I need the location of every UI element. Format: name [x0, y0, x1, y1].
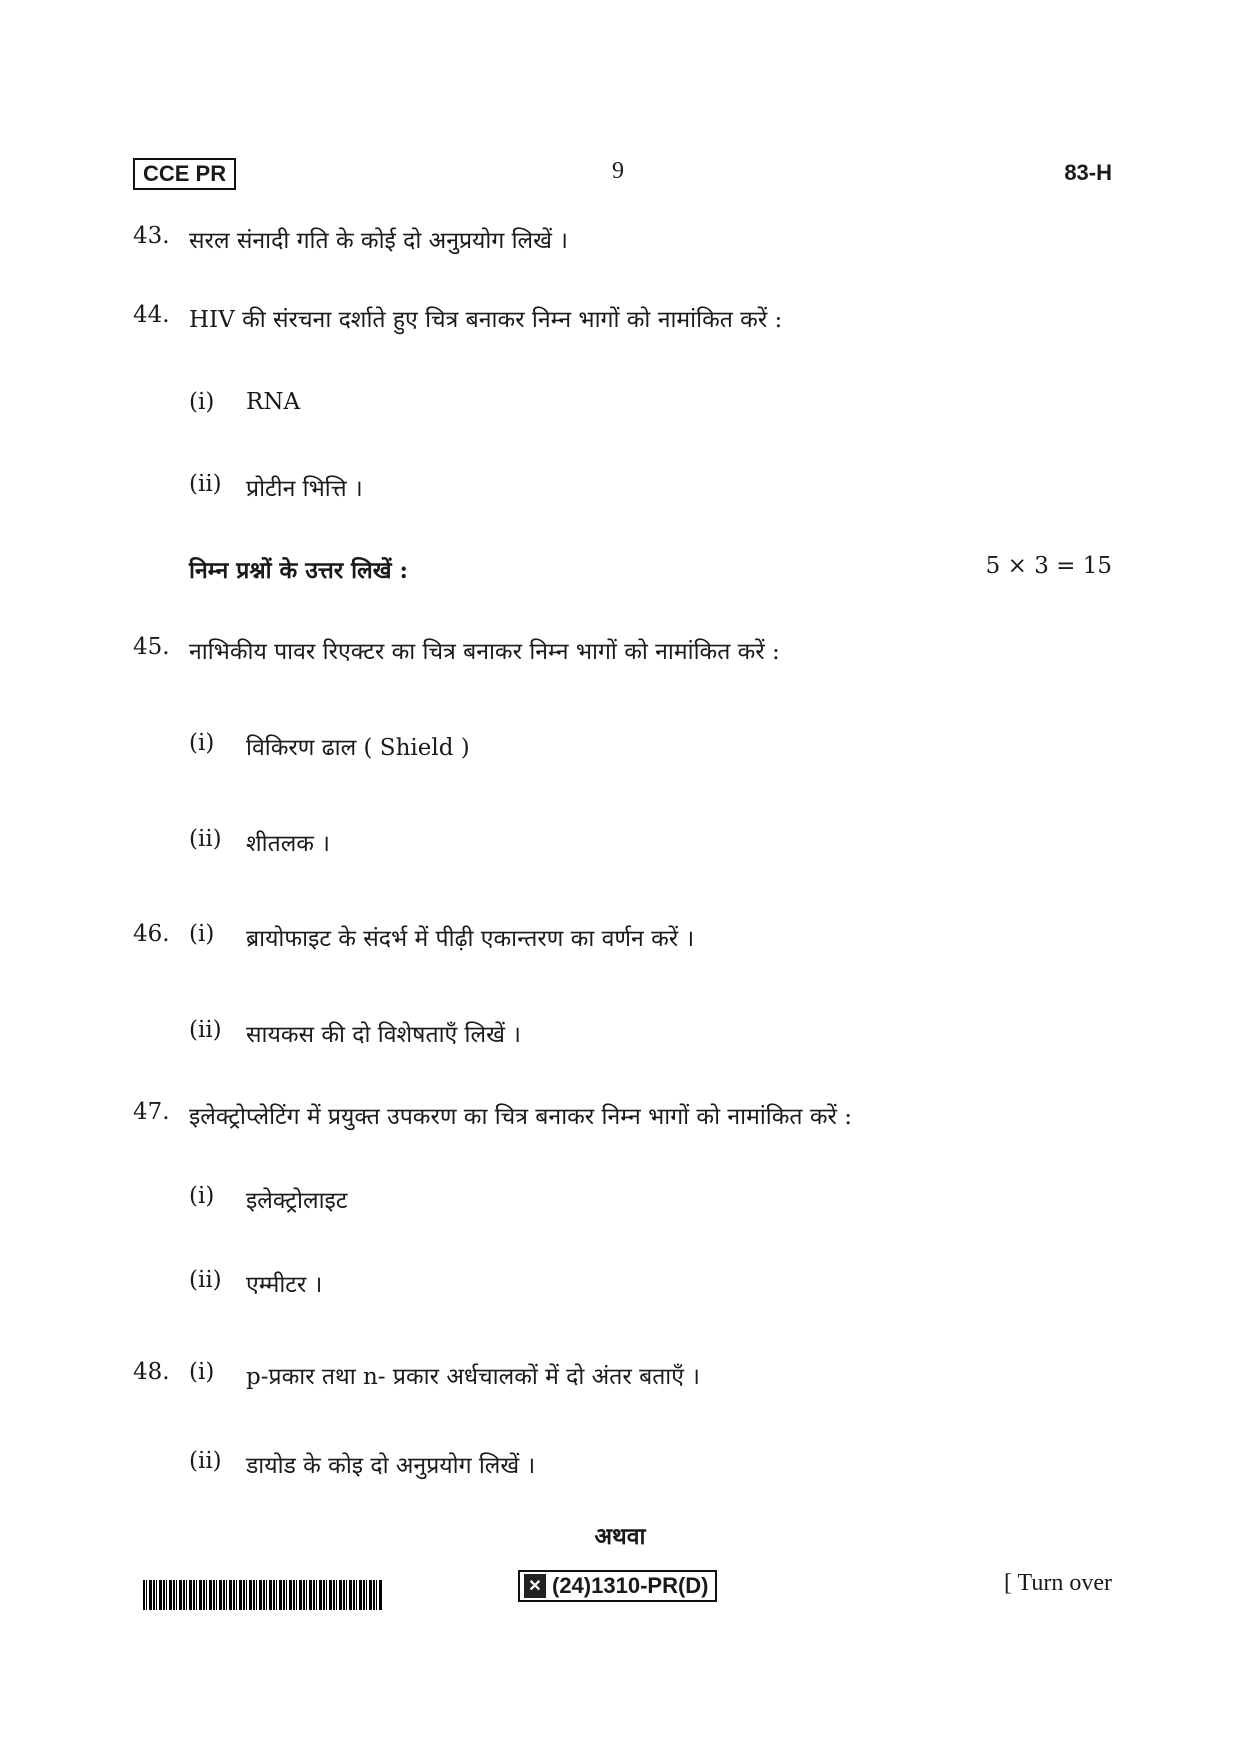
series-box: CCE PR — [133, 158, 236, 190]
or-label: अथवा — [594, 1523, 646, 1550]
turn-over-label: [ Turn over — [1003, 1570, 1112, 1596]
question-text: इलेक्ट्रोप्लेटिंग में प्रयुक्त उपकरण का चित्र बनाकर निम्न भागों को नामांकित करें : — [189, 1104, 852, 1130]
footer-code-box — [518, 1570, 717, 1602]
part-label: (ii) — [189, 1267, 222, 1293]
part-text: शीतलक । — [246, 831, 330, 857]
part-text: सायकस की दो विशेषताएँ लिखें । — [246, 1022, 521, 1048]
part-text: इलेक्ट्रोलाइट — [246, 1188, 348, 1214]
part-label: (i) — [189, 921, 215, 947]
part-label: (i) — [189, 1183, 215, 1209]
part-text: ब्रायोफाइट के संदर्भ में पीढ़ी एकान्तरण का वर्णन करें । — [246, 926, 695, 952]
part-text: RNA — [246, 389, 301, 415]
part-text: एम्मीटर । — [246, 1272, 323, 1298]
question-number: 46. — [133, 921, 170, 947]
part-label: (ii) — [189, 826, 222, 852]
part-label: (ii) — [189, 1017, 222, 1043]
section-marks: 5 × 3 = 15 — [985, 553, 1112, 579]
part-label: (i) — [189, 730, 215, 756]
question-text: नाभिकीय पावर रिएक्टर का चित्र बनाकर निम्न भागों को नामांकित करें : — [189, 639, 780, 665]
paper-code: 83-H — [1064, 160, 1112, 185]
question-number: 45. — [133, 634, 170, 660]
question-number: 48. — [133, 1359, 170, 1385]
part-label: (ii) — [189, 471, 222, 497]
part-label: (i) — [189, 1359, 215, 1385]
part-text: विकिरण ढाल ( Shield ) — [246, 735, 470, 761]
part-text: प्रोटीन भित्ति । — [246, 476, 363, 502]
part-text: डायोड के कोइ दो अनुप्रयोग लिखें । — [246, 1453, 536, 1479]
part-label: (i) — [189, 389, 215, 415]
section-heading: निम्न प्रश्नों के उत्तर लिखें : — [189, 557, 409, 584]
question-number: 44. — [133, 302, 170, 328]
question-number: 47. — [133, 1099, 170, 1125]
question-number: 43. — [133, 223, 170, 249]
question-text: सरल संनादी गति के कोई दो अनुप्रयोग लिखें । — [189, 228, 568, 254]
barcode — [143, 1580, 383, 1610]
footer-code: (24)1310-PR(D) — [552, 1573, 709, 1598]
part-text: p-प्रकार तथा n- प्रकार अर्धचालकों में दो अंतर बताएँ । — [246, 1364, 701, 1390]
page-number: 9 — [612, 158, 624, 184]
part-label: (ii) — [189, 1448, 222, 1474]
question-text: HIV की संरचना दर्शाते हुए चित्र बनाकर निम्न भागों को नामांकित करें : — [189, 307, 783, 333]
logo-icon: ✕ — [524, 1574, 546, 1598]
